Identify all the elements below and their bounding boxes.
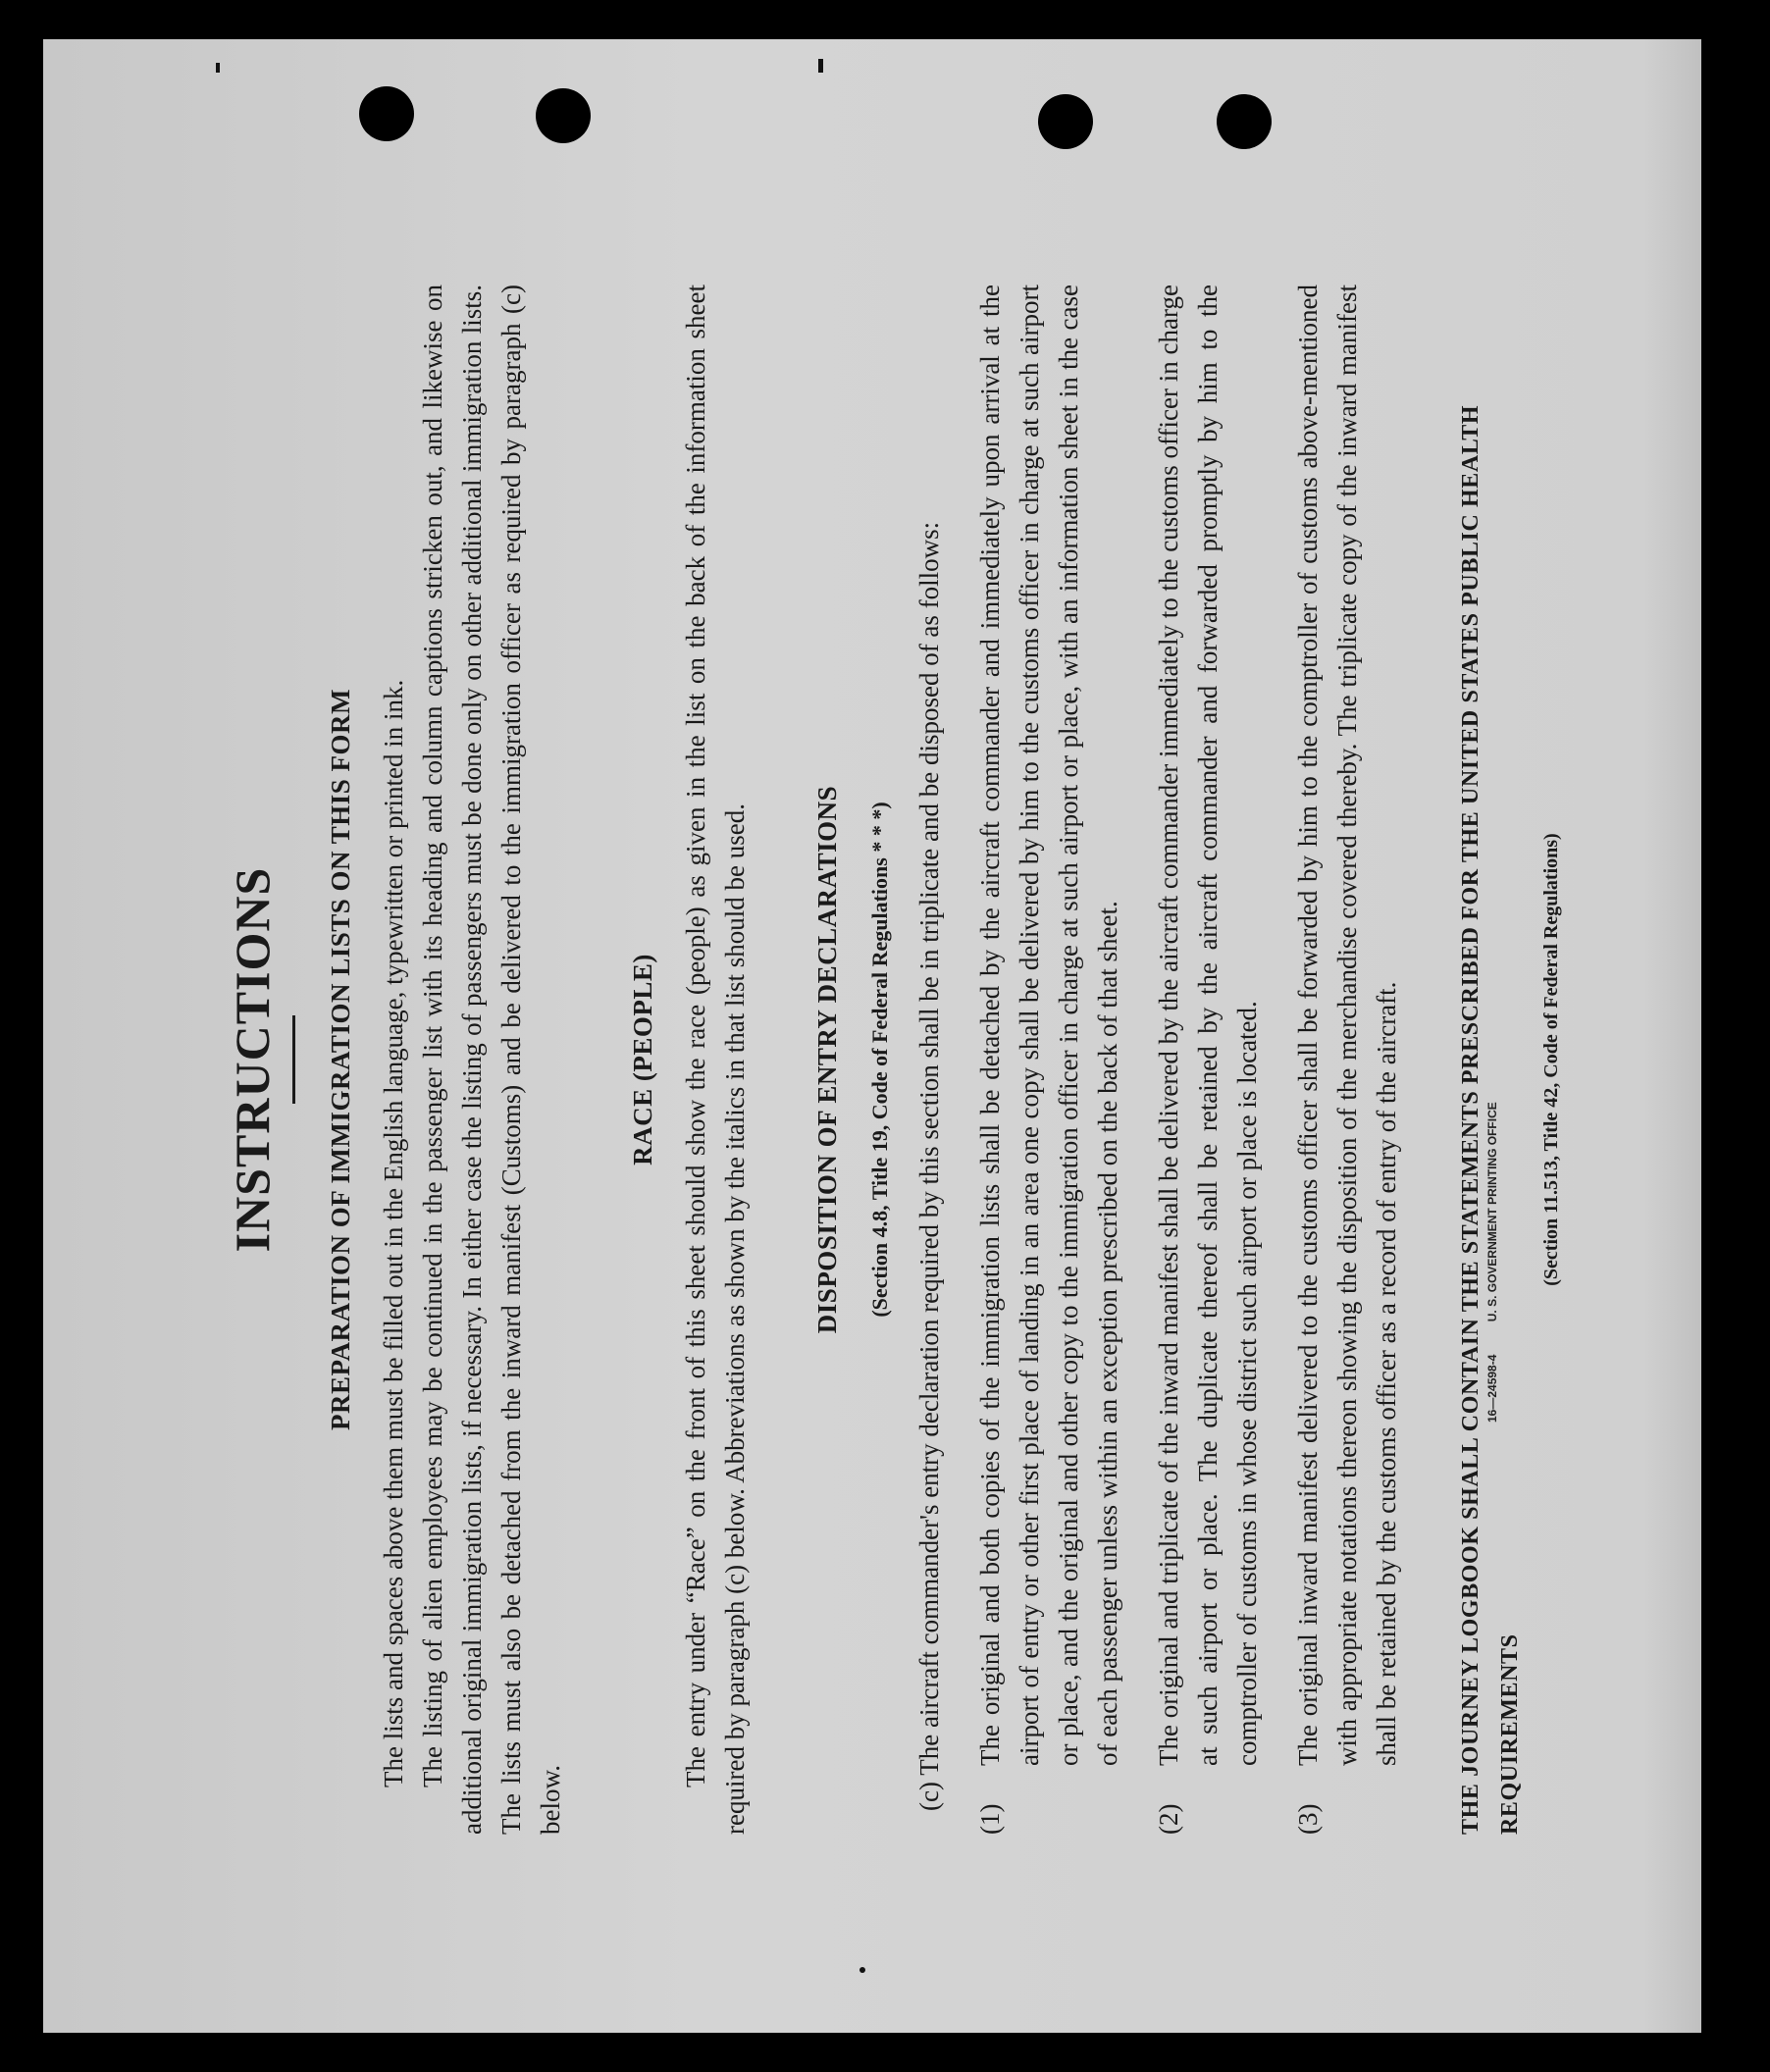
- page-title: INSTRUCTIONS: [225, 866, 280, 1253]
- list-item-number: (3): [1293, 1803, 1323, 1835]
- list-item-text: The original inward manifest delivered to the customs officer shall be forwarded by him to the comptroller of customs above-mentioned with appropriate notations thereon showing the disposition of the merchandise covered thereby. The triplicate copy of the inward manifest shall be retained by the customs officer as a record of entry of the aircraft.: [1293, 285, 1401, 1766]
- document-page: [43, 39, 1701, 2033]
- disposition-intro: (c) The aircraft commander's entry declaration required by this section shall be in triplicate and be disposed of as follows:: [914, 521, 944, 1811]
- punch-hole: [536, 88, 591, 143]
- list-item: [970, 285, 1127, 1835]
- list-item-text: The original and both copies of the immigration lists shall be detached by the aircraft commander and immediately upon arrival at the airport of entry or other first place of landing in an area one copy shall be delivered by him to the customs officer in charge at such airport or place, and the original and other copy to the immigration officer in charge at such airport or place, with an information sheet in the case of each passenger unless within an exception prescribed on the back of that sheet.: [975, 285, 1122, 1766]
- logbook-requirement-citation: (Section 11.513, Title 42, Code of Federal Regulations): [1540, 833, 1562, 1286]
- title-underline: [292, 1015, 295, 1104]
- page-edge-shadow: [1642, 39, 1701, 2033]
- list-item: [1149, 285, 1267, 1835]
- list-item-number: (1): [975, 1803, 1005, 1835]
- speck-mark: [818, 59, 823, 73]
- race-heading: RACE (PEOPLE): [628, 954, 657, 1166]
- race-paragraph: The entry under “Race” on the front of this sheet should show the race (people) as given in the list on the back of the information sheet required by paragraph (c) below. Abbreviations as shown by the italics in that list should be used.: [681, 285, 750, 1835]
- speck-mark: [859, 1967, 865, 1973]
- logbook-requirement: THE JOURNEY LOGBOOK SHALL CONTAIN THE STATEMENTS PRESCRIBED FOR THE UNITED STATES PUBLIC HEALTH REQUIREMENTS: [1458, 404, 1523, 1835]
- instructions-body: [220, 285, 1571, 1835]
- rotated-content: [220, 285, 1562, 1835]
- form-code: 16—24598-4: [1485, 1354, 1499, 1423]
- printer-imprint: U. S. GOVERNMENT PRINTING OFFICE: [1485, 1102, 1499, 1322]
- list-item-number: (2): [1154, 1803, 1183, 1835]
- disposition-heading: DISPOSITION OF ENTRY DECLARATIONS: [812, 785, 842, 1334]
- speck-mark: [216, 63, 220, 73]
- list-item: [1288, 285, 1406, 1835]
- punch-hole: [1217, 94, 1272, 149]
- punch-hole: [359, 86, 414, 141]
- disposition-subheading: (Section 4.8, Title 19, Code of Federal Regulations * * *): [867, 802, 892, 1318]
- punch-hole: [1038, 94, 1093, 149]
- printer-footer: [1485, 1072, 1499, 1423]
- preparation-paragraph-2: The listing of alien employees may be continued in the passenger list with its heading and column captions stricken out, and likewise on additional original immigration lists, if necessary. In either case the listing of passengers must be done only on other additional immigration lists. The lists must also be detached from the inward manifest (Customs) and be delivered to the immigration officer as required by paragraph (c) below.: [418, 285, 565, 1835]
- preparation-paragraph-1: The lists and spaces above them must be filled out in the English language, typewritten or printed in ink.: [379, 679, 408, 1787]
- preparation-heading: PREPARATION OF IMMIGRATION LISTS ON THIS FORM: [326, 688, 355, 1431]
- list-item-text: The original and triplicate of the inward manifest shall be delivered by the aircraft commander immediately to the customs officer in charge at such airport or place. The duplicate thereof shall be retained by the aircraft commander and forwarded promptly by him to the comptroller of customs in whose district such airport or place is located.: [1154, 285, 1262, 1766]
